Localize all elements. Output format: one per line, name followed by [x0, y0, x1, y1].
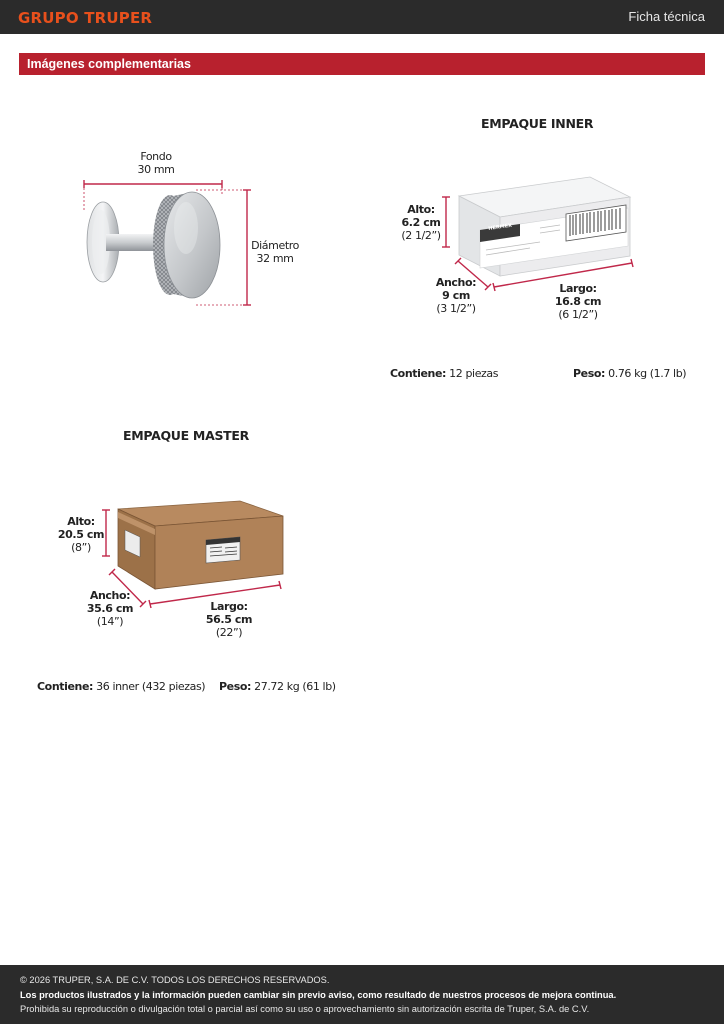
- inner-ancho-value: 9 cm: [442, 289, 470, 302]
- inner-alto-label: [396, 203, 446, 242]
- inner-box-brand: HERMEX: [488, 222, 513, 232]
- master-alto-inches: (8”): [71, 541, 91, 554]
- document-type: Ficha técnica: [628, 9, 705, 24]
- inner-ancho-title: Ancho:: [435, 276, 477, 289]
- footer-copyright: © 2026 TRUPER, S.A. DE C.V. TODOS LOS DERECHOS RESERVADOS.: [20, 975, 330, 985]
- inner-alto-title: Alto:: [407, 203, 435, 216]
- master-largo-title: Largo:: [210, 600, 248, 613]
- inner-peso: [573, 367, 686, 380]
- inner-contiene: [390, 367, 498, 380]
- master-largo-inches: (22”): [215, 626, 243, 639]
- master-ancho-title: Ancho:: [89, 589, 131, 602]
- inner-contiene-value: 12 piezas: [449, 367, 499, 380]
- diametro-label: [248, 239, 302, 265]
- master-contiene-label: Contiene:: [37, 680, 94, 693]
- diametro-label-text: Diámetro: [251, 239, 299, 252]
- fondo-label-text: Fondo: [140, 150, 172, 163]
- master-peso-label: Peso:: [219, 680, 252, 693]
- inner-peso-value: 0.76 kg (1.7 lb): [608, 367, 687, 380]
- inner-alto-value: 6.2 cm: [401, 216, 441, 229]
- footer-disclaimer: Los productos ilustrados y la información pueden cambiar sin previo aviso, como resultado de nuestros procesos de mejora continua.: [20, 990, 617, 1000]
- inner-largo-label: [550, 282, 606, 321]
- master-peso: [219, 680, 336, 693]
- master-peso-value: 27.72 kg (61 lb): [254, 680, 336, 693]
- master-largo-label: [200, 600, 258, 639]
- inner-largo-value: 16.8 cm: [554, 295, 602, 308]
- inner-peso-label: Peso:: [573, 367, 606, 380]
- inner-largo-inches: (6 1/2”): [558, 308, 598, 321]
- footer-legal: Prohibida su reproducción o divulgación total o parcial así como su uso o aprovechamiento sin autorización escrita de Truper, S.A. de C.V.: [20, 1004, 590, 1014]
- master-alto-title: Alto:: [67, 515, 95, 528]
- master-heading: EMPAQUE MASTER: [123, 428, 249, 443]
- fondo-value: 30 mm: [137, 163, 175, 176]
- inner-ancho-label: [430, 276, 482, 315]
- inner-ancho-inches: (3 1/2”): [436, 302, 476, 315]
- master-ancho-inches: (14”): [96, 615, 124, 628]
- diametro-value: 32 mm: [256, 252, 294, 265]
- master-contiene: [37, 680, 205, 693]
- master-largo-value: 56.5 cm: [205, 613, 253, 626]
- master-contiene-value: 36 inner (432 piezas): [96, 680, 206, 693]
- master-ancho-label: [82, 589, 138, 628]
- master-alto-value: 20.5 cm: [57, 528, 105, 541]
- inner-heading: EMPAQUE INNER: [481, 116, 594, 131]
- brand-logo: GRUPO TRUPER: [18, 9, 153, 27]
- inner-contiene-label: Contiene:: [390, 367, 447, 380]
- fondo-label: [126, 150, 186, 176]
- inner-alto-inches: (2 1/2”): [401, 229, 441, 242]
- footer: [0, 965, 724, 1024]
- master-ancho-value: 35.6 cm: [86, 602, 134, 615]
- section-title: Imágenes complementarias: [27, 57, 191, 71]
- master-alto-label: [56, 515, 106, 554]
- inner-largo-title: Largo:: [559, 282, 597, 295]
